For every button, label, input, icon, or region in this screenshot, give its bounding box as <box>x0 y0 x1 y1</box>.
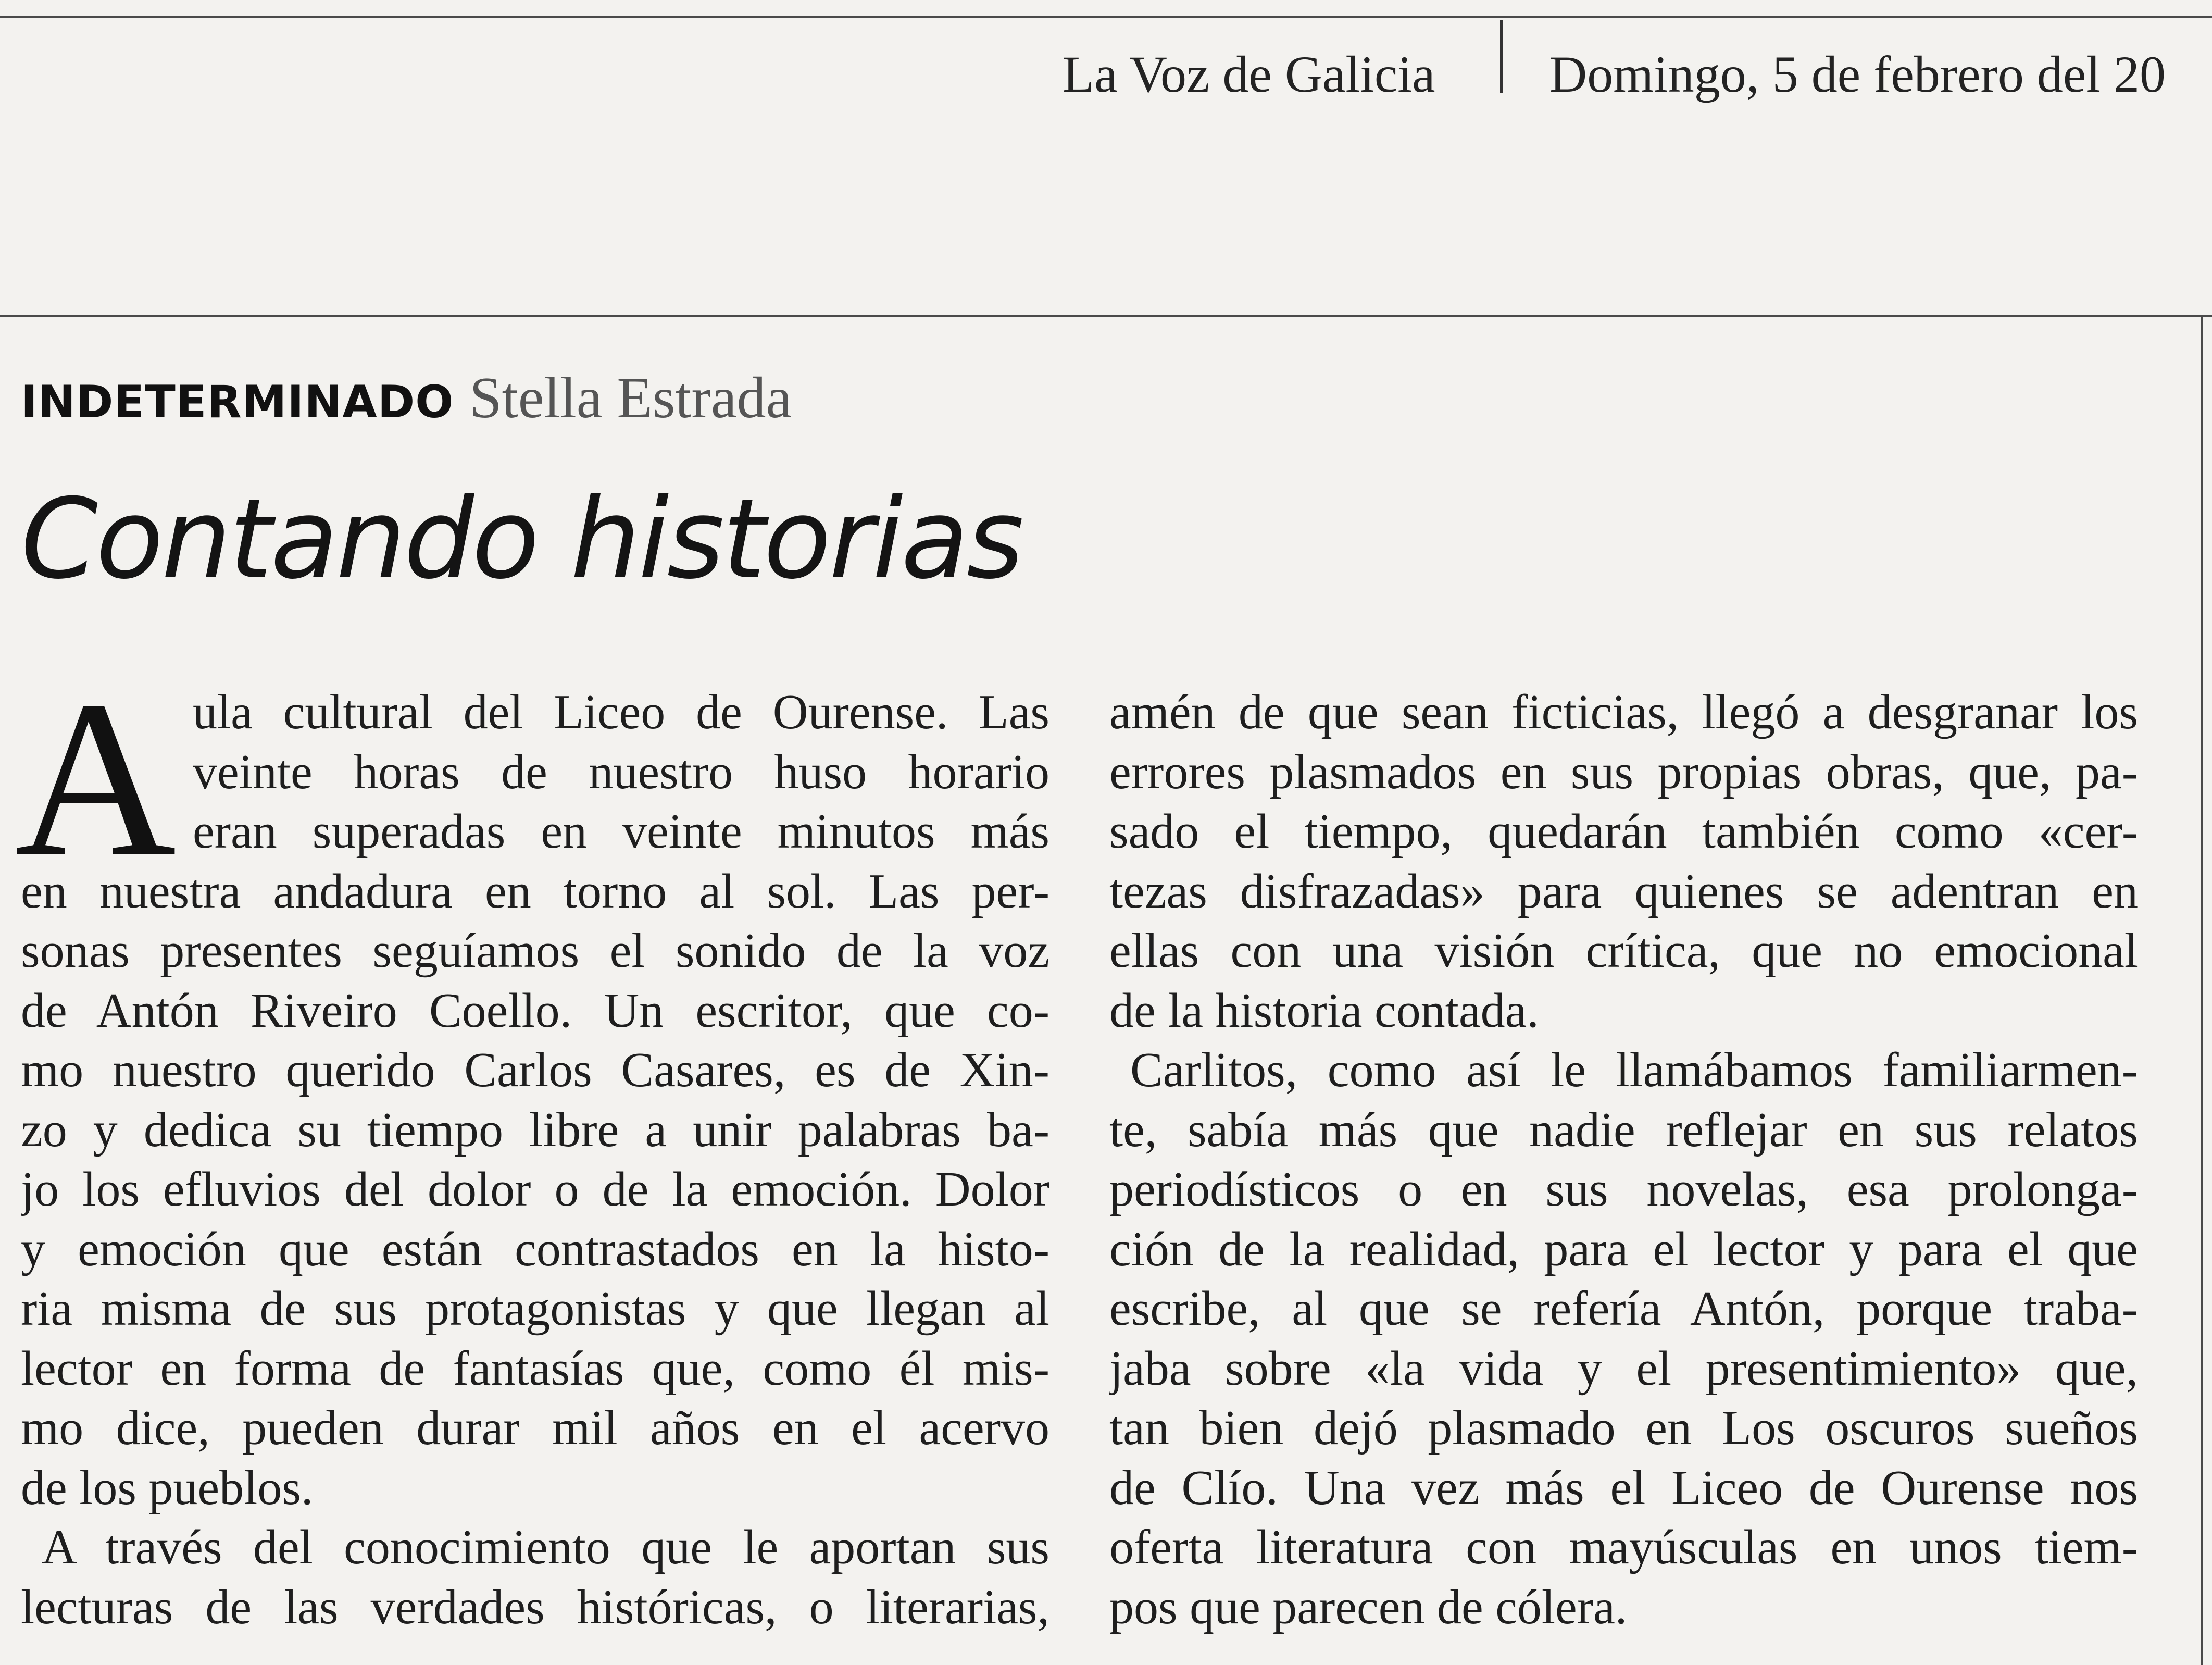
drop-cap: A <box>15 655 177 903</box>
text-line: periodísticos o en sus novelas, esa prolonga- <box>1109 1162 2138 1216</box>
text-line: jaba sobre «la vida y el presentimiento» que, <box>1109 1341 2138 1396</box>
text-line: ellas con una visión crítica, que no emocional <box>1109 924 2138 978</box>
text-line: pos que parecen de cólera. <box>1109 1580 1628 1634</box>
article-title: Contando historias <box>21 475 1022 603</box>
text-line: lecturas de las verdades históricas, o literarias, <box>21 1580 1049 1634</box>
text-line: en nuestra andadura en torno al sol. Las per- <box>21 864 1049 918</box>
text-line: mo nuestro querido Carlos Casares, es de Xin- <box>21 1043 1049 1097</box>
text-line: mo dice, pueden durar mil años en el acervo <box>21 1401 1049 1455</box>
byline <box>21 365 792 432</box>
text-line: eran superadas en veinte minutos más <box>193 804 1049 859</box>
text-line: de los pueblos. <box>21 1460 314 1515</box>
text-line: ción de la realidad, para el lector y para el que <box>1109 1222 2138 1276</box>
article-column-left <box>15 655 1049 1637</box>
text-line: de la historia contada. <box>1109 983 1539 1038</box>
text-line: zo y dedica su tiempo libre a unir palabras ba- <box>21 1102 1049 1157</box>
text-line: tan bien dejó plasmado en Los oscuros sueños <box>1109 1401 2138 1455</box>
text-line: de Clío. Una vez más el Liceo de Ourense nos <box>1109 1460 2138 1515</box>
text-line: veinte horas de nuestro huso horario <box>193 744 1049 799</box>
text-line: jo los efluvios del dolor o de la emoción. Dolor <box>21 1162 1049 1216</box>
text-line: lector en forma de fantasías que, como él mis- <box>21 1341 1049 1396</box>
text-line: errores plasmados en sus propias obras, que, pa- <box>1109 744 2138 799</box>
text-line: te, sabía más que nadie reflejar en sus relatos <box>1109 1102 2138 1157</box>
header-bottom-rule <box>0 315 2212 317</box>
newspaper-name: La Voz de Galicia <box>1063 45 1435 103</box>
publication-date: Domingo, 5 de febrero del 20 <box>1549 45 2166 103</box>
author-name: Stella Estrada <box>469 366 792 430</box>
text-line: escribe, al que se refería Antón, porque traba- <box>1109 1282 2138 1336</box>
text-line: Carlitos, como así le llamábamos familiarmen- <box>1130 1043 2138 1097</box>
text-line: sonas presentes seguíamos el sonido de la voz <box>21 924 1049 978</box>
text-line: A través del conocimiento que le aportan sus <box>42 1520 1049 1574</box>
text-line: ula cultural del Liceo de Ourense. Las <box>193 685 1049 739</box>
text-line: amén de que sean ficticias, llegó a desgranar los <box>1109 685 2138 739</box>
section-label: INDETERMINADO <box>21 376 454 428</box>
top-rule <box>0 16 2212 18</box>
text-line: tezas disfrazadas» para quienes se adentran en <box>1109 864 2138 918</box>
text-line: oferta literatura con mayúsculas en unos tiem- <box>1109 1520 2138 1574</box>
text-line: de Antón Riveiro Coello. Un escritor, que co- <box>21 983 1049 1038</box>
text-line: ria misma de sus protagonistas y que llegan al <box>21 1282 1049 1336</box>
header-divider <box>1500 20 1503 93</box>
article-column-right <box>1109 682 2138 1637</box>
text-line: y emoción que están contrastados en la histo- <box>21 1222 1049 1276</box>
text-line: sado el tiempo, quedarán también como «cer- <box>1109 804 2138 859</box>
right-border-rule <box>2201 315 2203 1665</box>
